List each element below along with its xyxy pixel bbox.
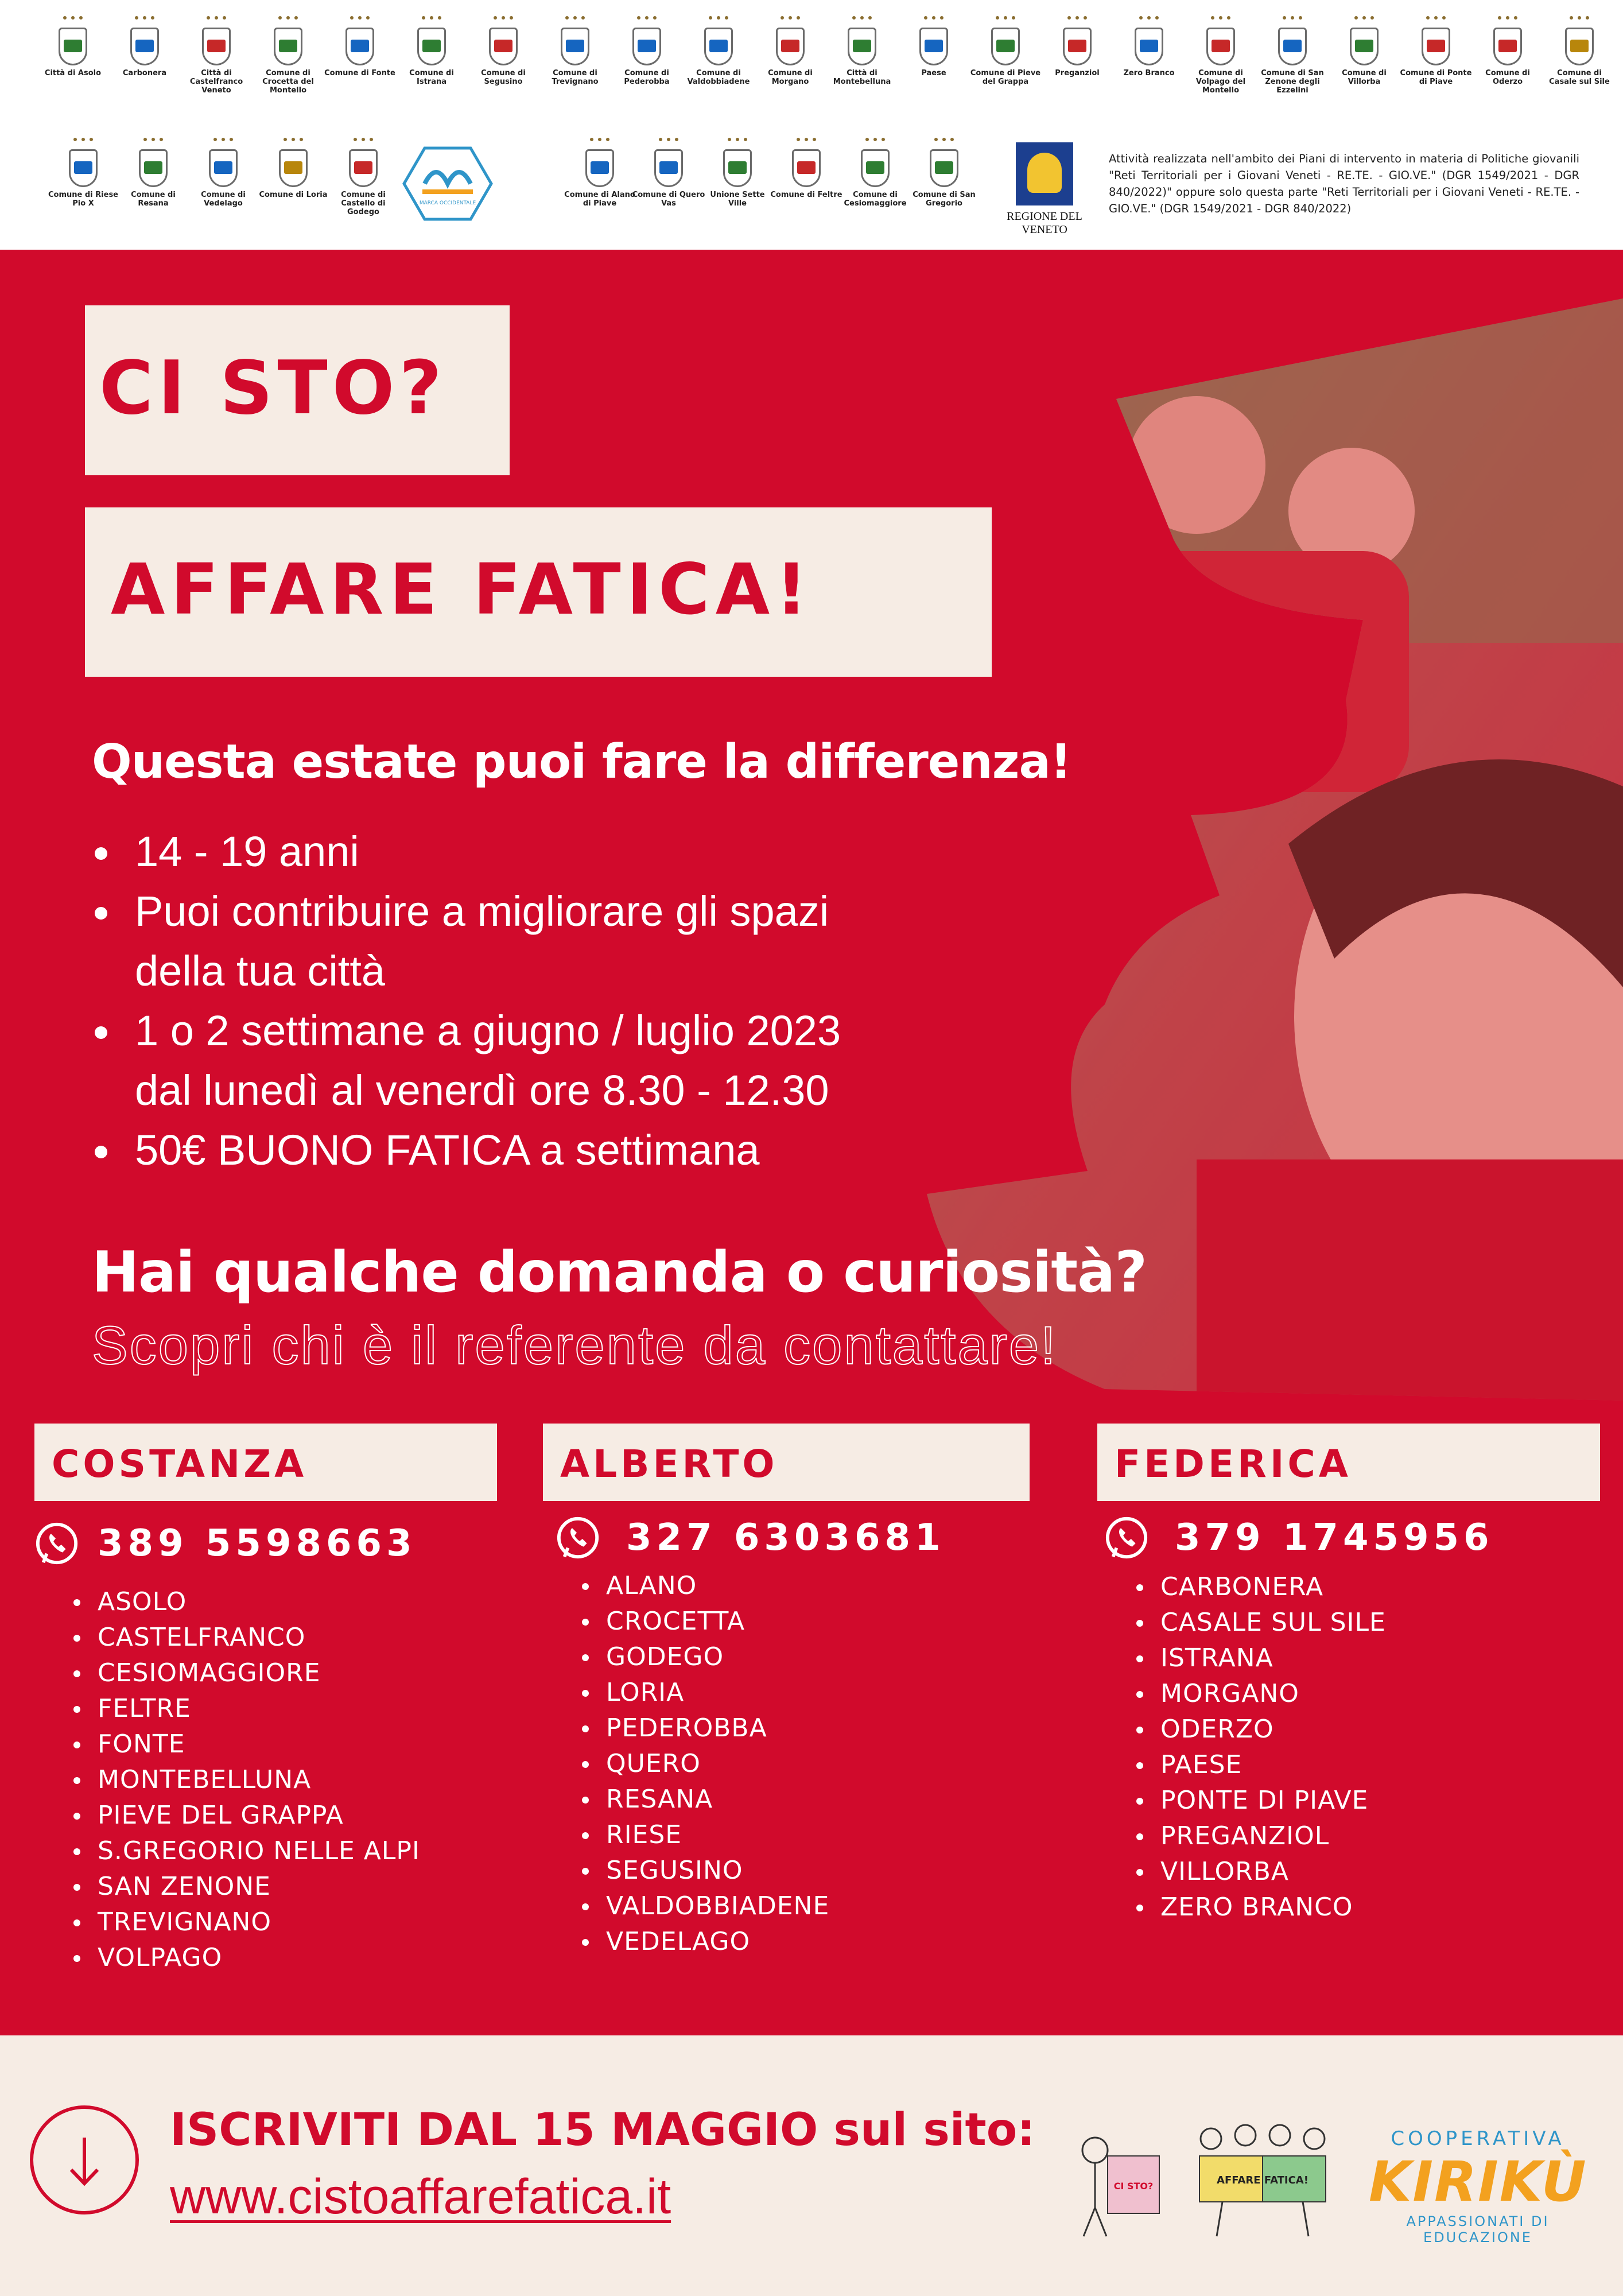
- crest-label: Preganziol: [1055, 69, 1100, 77]
- phone-number: 327 6303681: [626, 1517, 945, 1559]
- town-list-item: MORGANO: [1097, 1676, 1600, 1712]
- phone-number: 379 1745956: [1175, 1517, 1494, 1559]
- crest-label: Comune di Quero Vas: [632, 191, 705, 208]
- crest-shield-icon: [861, 149, 890, 187]
- municipality-crest: [1183, 16, 1258, 95]
- municipality-crest: [838, 138, 913, 208]
- affare-fatica-logo-text: AFFARE FATICA!: [1217, 2174, 1309, 2186]
- crest-label: Comune di Segusino: [481, 69, 526, 86]
- crest-label: Comune di Resana: [131, 191, 176, 208]
- crest-label: Comune di Crocetta del Montello: [262, 69, 314, 95]
- town-list: [34, 1584, 497, 1976]
- town-list-item: VILLORBA: [1097, 1854, 1600, 1890]
- crest-label: Comune di San Gregorio: [913, 191, 976, 208]
- kiriku-tagline: APPASSIONATI DI EDUCAZIONE: [1406, 2213, 1550, 2245]
- info-bullet: [92, 882, 841, 1001]
- contact-phone[interactable]: [1097, 1510, 1600, 1573]
- crest-label: Comune di Feltre: [770, 191, 842, 199]
- town-list-item: LORIA: [543, 1675, 1030, 1711]
- town-list-item: ODERZO: [1097, 1712, 1600, 1747]
- crest-shield-icon: [632, 28, 661, 65]
- crest-shield-icon: [1350, 28, 1379, 65]
- town-list-item: PEDEROBBA: [543, 1711, 1030, 1746]
- crest-label: Comune di Pederobba: [624, 69, 670, 86]
- crest-label: Comune di Casale sul Sile: [1549, 69, 1610, 86]
- town-list: [543, 1568, 1030, 1960]
- crest-shield-icon: [489, 28, 518, 65]
- crest-label: Comune di Villorba: [1342, 69, 1387, 86]
- title-affare-fatica: AFFARE FATICA!: [111, 549, 813, 630]
- town-list-item: CARBONERA: [1097, 1569, 1600, 1605]
- info-bullet-line: 14 - 19 anni: [135, 828, 359, 875]
- town-list-item: ISTRANA: [1097, 1640, 1600, 1676]
- info-bullet-line: della tua città: [135, 947, 386, 995]
- municipality-crest: [1399, 16, 1473, 86]
- contact-column-federica: [1097, 1424, 1600, 1925]
- crest-shield-icon: [202, 28, 231, 65]
- town-list-item: PIEVE DEL GRAPPA: [34, 1798, 497, 1833]
- info-bullet: [92, 1120, 841, 1180]
- municipality-crest: [1112, 16, 1186, 77]
- crest-label: Comune di Loria: [259, 191, 328, 199]
- municipality-crest: [538, 16, 612, 86]
- kiriku-coop-label: COOPERATIVA: [1391, 2127, 1565, 2150]
- crest-shield-icon: [930, 149, 958, 187]
- crest-shield-icon: [274, 28, 302, 65]
- town-list-item: PREGANZIOL: [1097, 1818, 1600, 1854]
- municipality-crest: [323, 16, 397, 77]
- info-bullet-line: Puoi contribuire a migliorare gli spazi: [135, 887, 829, 935]
- crest-label: Comune di Alano di Piave: [564, 191, 635, 208]
- crest-label: Comune di Istrana: [409, 69, 454, 86]
- municipality-crest: [1040, 16, 1115, 77]
- crest-label: Città di Asolo: [44, 69, 102, 77]
- municipality-crest: [116, 138, 191, 208]
- regione-veneto-flag: [1016, 142, 1073, 205]
- municipality-crest: [700, 138, 775, 208]
- municipality-crest: [562, 138, 637, 208]
- municipality-crest: [36, 16, 110, 77]
- crest-label: Zero Branco: [1123, 69, 1175, 77]
- subtitle: Questa estate puoi fare la differenza!: [92, 735, 1071, 789]
- crest-shield-icon: [848, 28, 876, 65]
- town-list-item: PONTE DI PIAVE: [1097, 1783, 1600, 1818]
- contact-name: ALBERTO: [560, 1442, 778, 1486]
- info-bullet-line: dal lunedì al venerdì ore 8.30 - 12.30: [135, 1066, 829, 1114]
- info-bullet-line: 50€ BUONO FATICA a settimana: [135, 1126, 760, 1174]
- town-list-item: GODEGO: [543, 1639, 1030, 1675]
- municipality-crest: [753, 16, 828, 86]
- crest-label: Comune di Oderzo: [1485, 69, 1530, 86]
- town-list-item: TREVIGNANO: [34, 1905, 497, 1940]
- crest-shield-icon: [1063, 28, 1092, 65]
- town-list-item: PAESE: [1097, 1747, 1600, 1783]
- crest-label: Comune di San Zenone degli Ezzelini: [1261, 69, 1324, 95]
- crest-label: Comune di Riese Pio X: [48, 191, 118, 208]
- crest-shield-icon: [69, 149, 98, 187]
- marca-logo-text: MARCA OCCIDENTALE: [419, 200, 476, 206]
- municipality-crest: [186, 138, 261, 208]
- regione-veneto-label: REGIONE DEL VENETO: [1007, 210, 1082, 236]
- phone-number: 389 5598663: [98, 1522, 417, 1565]
- town-list-item: QUERO: [543, 1746, 1030, 1782]
- municipality-crest: [896, 16, 971, 77]
- municipality-crest: [46, 138, 121, 208]
- footer: [0, 2035, 1623, 2296]
- municipality-crest: [681, 16, 756, 86]
- funding-disclaimer: Attività realizzata nell'ambito dei Piani di intervento in materia di Politiche giovanili "Reti Territoriali per i Giovani Veneti - RE.TE. - GIO.VE." (DGR 1549/2021 - DGR 840/2022)" oppure solo questa parte "Reti Territoriali per i Giovani Veneti - RE.TE. - GIO.VE." (DGR 1549/2021 - DGR 840/2022): [1109, 152, 1579, 215]
- crest-shield-icon: [1493, 28, 1522, 65]
- question-heading: Hai qualche domanda o curiosità?: [92, 1240, 1147, 1305]
- crest-shield-icon: [654, 149, 683, 187]
- crest-label: Comune di Morgano: [768, 69, 813, 86]
- town-list-item: SEGUSINO: [543, 1853, 1030, 1888]
- municipality-crest: [825, 16, 899, 86]
- crest-label: Comune di Fonte: [324, 69, 395, 77]
- municipality-crest: [107, 16, 182, 77]
- crest-label: Carbonera: [122, 69, 167, 77]
- crest-shield-icon: [417, 28, 446, 65]
- crest-shield-icon: [349, 149, 378, 187]
- regione-veneto-logo: [999, 142, 1090, 236]
- contact-name: FEDERICA: [1115, 1442, 1352, 1486]
- hero-photo-teens: [875, 298, 1623, 1401]
- info-bullet-line: 1 o 2 settimane a giugno / luglio 2023: [135, 1007, 841, 1054]
- municipality-crest: [907, 138, 981, 208]
- town-list-item: MONTEBELLUNA: [34, 1762, 497, 1798]
- town-list-item: VALDOBBIADENE: [543, 1888, 1030, 1924]
- crest-label: Città di Castelfranco Veneto: [189, 69, 243, 95]
- town-list-item: ALANO: [543, 1568, 1030, 1604]
- crest-label: Comune di Cesiomaggiore: [844, 191, 907, 208]
- municipality-crest: [251, 16, 325, 95]
- municipality-crest: [1470, 16, 1545, 86]
- crest-label: Comune di Trevignano: [552, 69, 599, 86]
- crest-shield-icon: [723, 149, 752, 187]
- contact-name: COSTANZA: [52, 1442, 308, 1486]
- municipality-crest: [394, 16, 469, 86]
- contact-name-box: [543, 1424, 1030, 1501]
- town-list-item: VOLPAGO: [34, 1940, 497, 1976]
- crest-shield-icon: [792, 149, 821, 187]
- crest-shield-icon: [209, 149, 238, 187]
- municipality-crest: [968, 16, 1043, 86]
- ci-sto-logo: [1072, 2127, 1164, 2242]
- municipality-crest: [1327, 16, 1401, 86]
- contact-phone[interactable]: [34, 1515, 497, 1578]
- town-list-item: VEDELAGO: [543, 1924, 1030, 1960]
- info-bullet: [92, 1001, 841, 1120]
- crest-label: Comune di Valdobbiadene: [687, 69, 750, 86]
- town-list-item: ZERO BRANCO: [1097, 1890, 1600, 1925]
- affare-fatica-logo: [1188, 2122, 1337, 2242]
- crest-shield-icon: [704, 28, 733, 65]
- municipality-crest: [466, 16, 541, 86]
- marca-occidentale-logo: [402, 144, 494, 224]
- municipality-crest: [179, 16, 254, 95]
- crest-shield-icon: [1135, 28, 1163, 65]
- contact-column-costanza: [34, 1424, 497, 1976]
- municipality-crest: [609, 16, 684, 86]
- municipality-crest: [256, 138, 331, 199]
- contact-name-box: [34, 1424, 497, 1501]
- municipality-crest: [326, 138, 401, 216]
- town-list-item: FELTRE: [34, 1691, 497, 1727]
- ci-sto-logo-text: CI STO?: [1113, 2181, 1154, 2192]
- crest-shield-icon: [919, 28, 948, 65]
- sponsor-logo-strip: [0, 0, 1623, 250]
- crest-shield-icon: [130, 28, 159, 65]
- town-list-item: CESIOMAGGIORE: [34, 1655, 497, 1691]
- crest-label: Comune di Vedelago: [201, 191, 246, 208]
- municipality-crest: [1255, 16, 1330, 95]
- crest-label: Paese: [921, 69, 946, 77]
- municipality-crest: [631, 138, 706, 208]
- signup-cta: ISCRIVITI DAL 15 MAGGIO sul sito:: [170, 2104, 1035, 2156]
- town-list-item: ASOLO: [34, 1584, 497, 1620]
- crest-shield-icon: [561, 28, 589, 65]
- phone-icon: [556, 1515, 600, 1560]
- crest-shield-icon: [991, 28, 1020, 65]
- town-list-item: CASTELFRANCO: [34, 1620, 497, 1655]
- town-list-item: FONTE: [34, 1727, 497, 1762]
- crest-shield-icon: [345, 28, 374, 65]
- phone-icon: [34, 1521, 79, 1566]
- contact-column-alberto: [543, 1424, 1030, 1960]
- town-list-item: CASALE SUL SILE: [1097, 1605, 1600, 1640]
- town-list-item: RIESE: [543, 1817, 1030, 1853]
- title-ci-sto: CI STO?: [99, 346, 446, 431]
- town-list-item: CROCETTA: [543, 1604, 1030, 1639]
- crest-label: Unione Sette Ville: [710, 191, 765, 208]
- crest-shield-icon: [1206, 28, 1235, 65]
- crest-shield-icon: [776, 28, 805, 65]
- crest-shield-icon: [1422, 28, 1450, 65]
- crest-shield-icon: [139, 149, 168, 187]
- question-subheading: Scopri chi è il referente da contattare!: [92, 1315, 1058, 1375]
- town-list-item: RESANA: [543, 1782, 1030, 1817]
- crest-shield-icon: [1565, 28, 1594, 65]
- town-list-item: SAN ZENONE: [34, 1869, 497, 1905]
- crest-label: Città di Montebelluna: [833, 69, 891, 86]
- kiriku-logo: [1369, 2127, 1587, 2245]
- website-link[interactable]: www.cistoaffarefatica.it: [170, 2169, 671, 2224]
- info-bullet: [92, 822, 841, 882]
- crest-shield-icon: [59, 28, 87, 65]
- crest-shield-icon: [1278, 28, 1307, 65]
- title-box-ci-sto: [85, 305, 510, 475]
- crest-shield-icon: [585, 149, 614, 187]
- crest-label: Comune di Castello di Godego: [341, 191, 386, 216]
- contact-phone[interactable]: [543, 1510, 1030, 1573]
- municipality-crest: [1542, 16, 1617, 86]
- crest-label: Comune di Ponte di Piave: [1400, 69, 1472, 86]
- info-bullet-list: [92, 822, 841, 1180]
- arrow-down-icon: [30, 2105, 139, 2214]
- contact-name-box: [1097, 1424, 1600, 1501]
- crest-label: Comune di Volpago del Montello: [1195, 69, 1246, 95]
- town-list: [1097, 1569, 1600, 1925]
- kiriku-name: KIRIKÙ: [1369, 2150, 1587, 2214]
- town-list-item: S.GREGORIO NELLE ALPI: [34, 1833, 497, 1869]
- crest-label: Comune di Pieve del Grappa: [970, 69, 1041, 86]
- title-box-affare-fatica: [85, 507, 992, 677]
- crest-shield-icon: [279, 149, 308, 187]
- municipality-crest: [769, 138, 844, 199]
- phone-icon: [1104, 1515, 1149, 1560]
